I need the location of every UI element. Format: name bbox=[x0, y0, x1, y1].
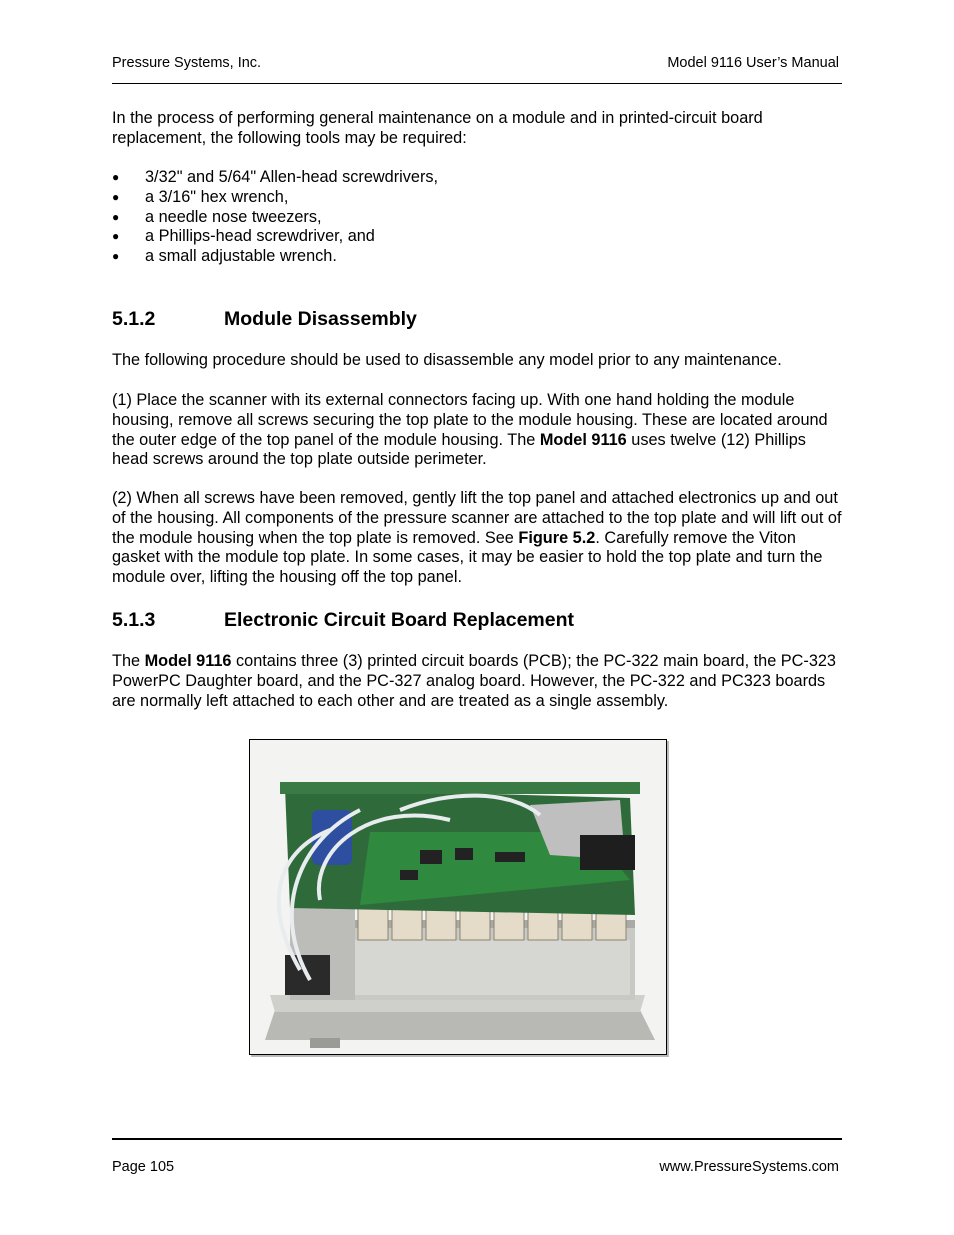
list-item: ● a 3/16" hex wrench, bbox=[112, 187, 289, 206]
pcb-paragraph: The Model 9116 contains three (3) printed circuit boards (PCB); the PC-322 main board, the PC-323 PowerPC Daughter board, and the PC-327 analog board. However, the PC-322 and PC323 boards are normally left attached to each other and are treated as a single assembly. bbox=[112, 652, 836, 710]
disassembly-step-2: (2) When all screws have been removed, gently lift the top panel and attached electronics up and out of the housing. All components of the pressure scanner are attached to the top plate and will lift out of the module housing when the top plate is removed. See Figure 5.2. Carefully remove the Viton gasket with the module top plate. In some cases, it may be easier to hold the top plate and turn the module over, lifting the housing off the top panel. bbox=[112, 489, 842, 587]
section-title: Electronic Circuit Board Replacement bbox=[224, 609, 575, 631]
list-item: ● a needle nose tweezers, bbox=[112, 207, 322, 226]
header-rule bbox=[112, 83, 842, 84]
section-title: Module Disassembly bbox=[224, 308, 417, 330]
header-manual-title: Model 9116 User’s Manual bbox=[667, 55, 839, 71]
disassembly-step-1: (1) Place the scanner with its external connectors facing up. With one hand holding the module housing, remove all screws securing the top plate to the module housing. These are located around the outer edge of the top panel of the module housing. The Model 9116 uses twelve (12) Phillips head screws around the top plate outside perimeter. bbox=[112, 391, 828, 469]
bullet-icon: ● bbox=[112, 249, 120, 264]
intro-paragraph: In the process of performing general maintenance on a module and in printed-circuit board replacement, the following tools may be required: bbox=[112, 109, 763, 147]
tools-list bbox=[112, 168, 812, 267]
page-number: Page 105 bbox=[112, 1159, 175, 1175]
module-photo bbox=[249, 739, 667, 1055]
bullet-icon: ● bbox=[112, 209, 120, 224]
bullet-icon: ● bbox=[112, 170, 120, 184]
list-item: ● a small adjustable wrench. bbox=[112, 247, 337, 266]
list-item: ● 3/32" and 5/64" Allen-head screwdrivers, bbox=[112, 168, 439, 186]
footer-rule bbox=[112, 1138, 842, 1140]
list-item: ● a Phillips-head screwdriver, and bbox=[112, 227, 375, 246]
section-number: 5.1.2 bbox=[112, 308, 156, 330]
section-heading-512 bbox=[112, 308, 417, 331]
website-link[interactable]: www.PressureSystems.com bbox=[659, 1159, 839, 1175]
disassembly-intro: The following procedure should be used to disassemble any model prior to any maintenance. bbox=[112, 351, 782, 369]
bullet-icon: ● bbox=[112, 189, 120, 204]
module-illustration bbox=[250, 740, 666, 1054]
header-company: Pressure Systems, Inc. bbox=[112, 55, 262, 71]
section-heading-513 bbox=[112, 609, 574, 632]
section-number: 5.1.3 bbox=[112, 609, 156, 631]
bullet-icon: ● bbox=[112, 229, 120, 244]
